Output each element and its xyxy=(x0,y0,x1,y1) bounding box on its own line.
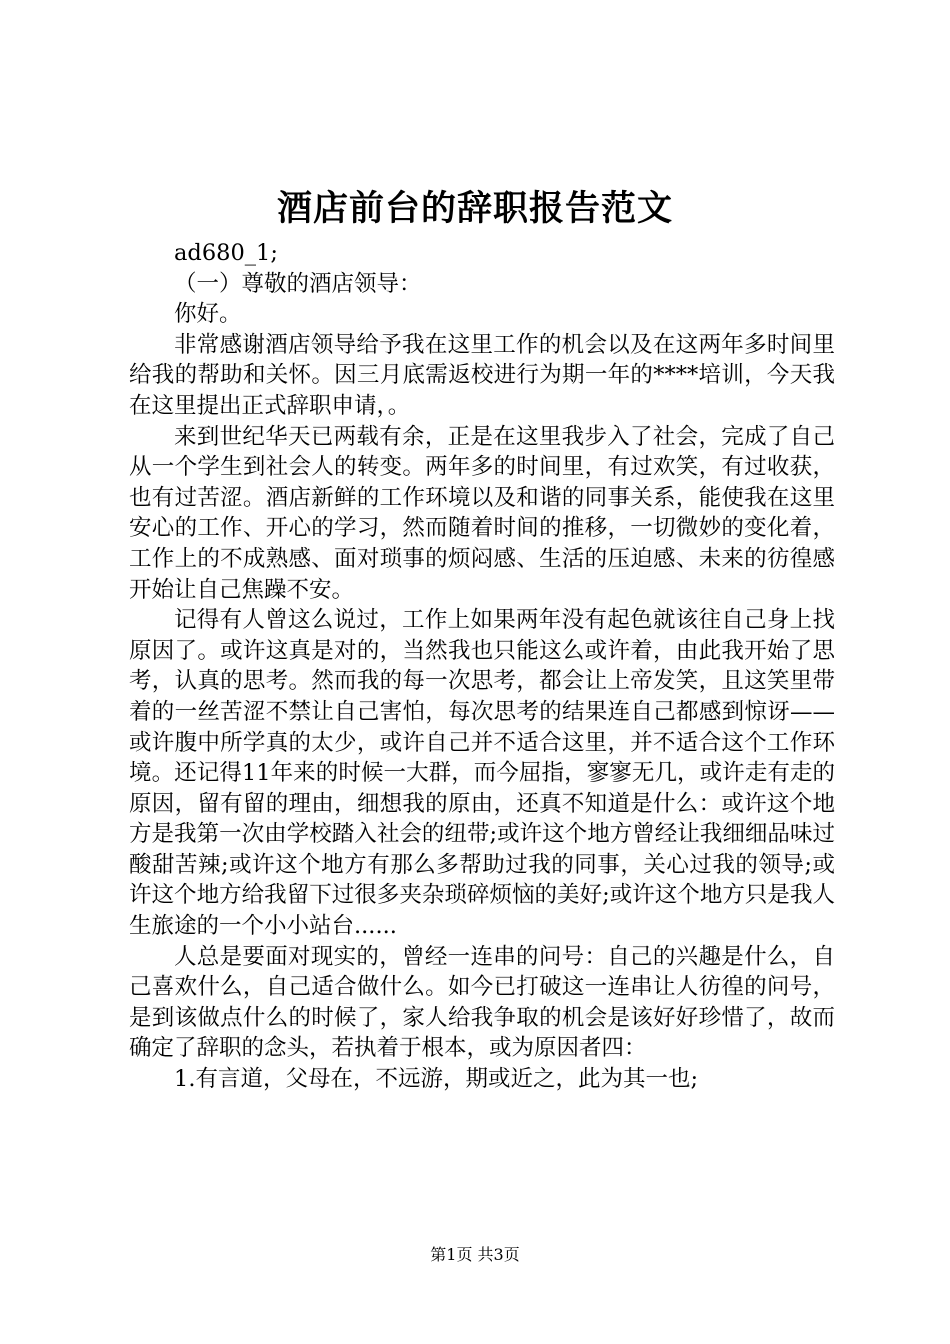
paragraph-reality: 人总是要面对现实的，曾经一连串的问号：自己的兴趣是什么，自己喜欢什么，自己适合做什么。如今已打破这一连串让人彷徨的问号，是到该做点什么的时候了，家人给我争取的机会是该好好珍惜了，故而确定了辞职的念头，若执着于根本，或为原因者四： xyxy=(129,943,835,1062)
paragraph-thanks: 非常感谢酒店领导给予我在这里工作的机会以及在这两年多时间里给我的帮助和关怀。因三月底需返校进行为期一年的****培训，今天我在这里提出正式辞职申请，。 xyxy=(129,331,835,419)
paragraph-experience: 来到世纪华天已两载有余，正是在这里我步入了社会，完成了自己从一个学生到社会人的转变。两年多的时间里，有过欢笑，有过收获，也有过苦涩。酒店新鲜的工作环境以及和谐的同事关系，能使我在这里安心的工作、开心的学习，然而随着时间的推移，一切微妙的变化着，工作上的不成熟感、面对琐事的烦闷感、生活的压迫感、未来的彷徨感开始让自己焦躁不安。 xyxy=(129,423,835,603)
paragraph-hello: 你好。 xyxy=(174,301,242,328)
paragraph-salutation: （一）尊敬的酒店领导： xyxy=(174,270,422,297)
paragraph-reflection: 记得有人曾这么说过，工作上如果两年没有起色就该往自己身上找原因了。或许这真是对的，当然我也只能这么或许着，由此我开始了思考，认真的思考。然而我的每一次思考，都会让上帝发笑，且这笑里带着的一丝苦涩不禁让自己害怕，每次思考的结果连自己都感到惊讶——或许腹中所学真的太少，或许自己并不适合这里，并不适合这个工作环境。还记得11年来的时候一大群，而今屈指，寥寥无几，或许走有走的原因，留有留的理由，细想我的原由，还真不知道是什么：或许这个地方是我第一次由学校踏入社会的纽带;或许这个地方曾经让我细细品味过酸甜苦辣;或许这个地方有那么多帮助过我的同事，关心过我的领导;或许这个地方给我留下过很多夹杂琐碎烦恼的美好;或许这个地方只是我人生旅途的一个小小站台...... xyxy=(129,607,835,940)
document-title: 酒店前台的辞职报告范文 xyxy=(276,188,673,229)
page-number-footer: 第1页 共3页 xyxy=(430,1245,520,1264)
document-body xyxy=(129,238,835,1095)
paragraph-reason-one: 1.有言道，父母在，不远游，期或近之，此为其一也; xyxy=(174,1066,699,1093)
paragraph-greeting-code: ad680_1; xyxy=(174,240,278,266)
